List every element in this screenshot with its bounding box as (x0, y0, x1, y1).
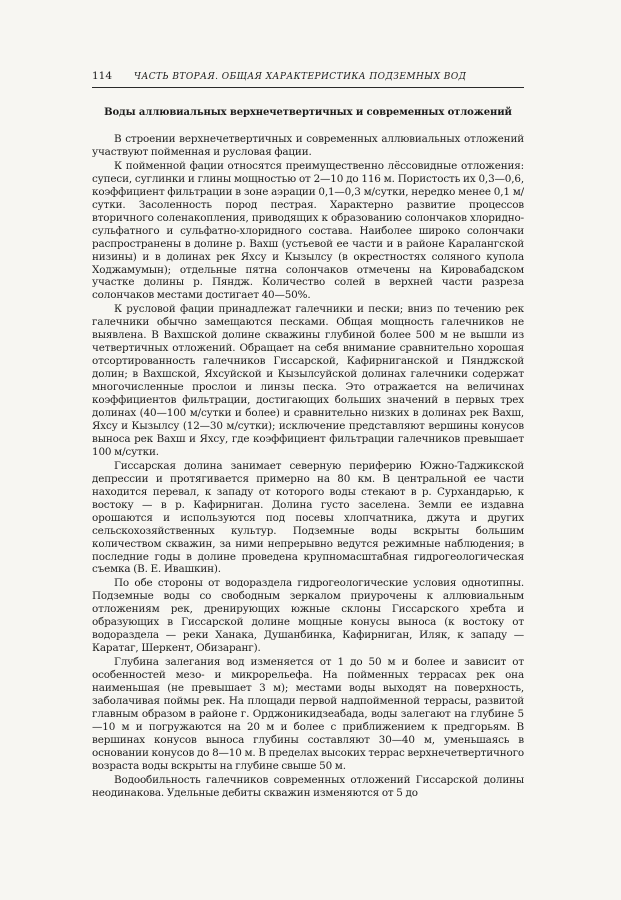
section-title: Воды аллювиальных верхнечетвертичных и современных отложений (104, 107, 512, 118)
header-rule (92, 87, 524, 88)
running-header (92, 70, 524, 83)
paragraph: Глубина залегания вод изменяется от 1 до 50 м и более и зависит от особенностей мезо- и микрорельефа. На пойменных террасах рек она наименьшая (не превышает 3 м); местами воды выходят на поверхность, заболачивая поймы рек. На площади первой надпойменной террасы, развитой главным образом в районе г. Орджоникидзеабада, воды залегают на глубине 5—10 м и погружаются на 20 м и более с приближением к предгорьям. В вершинах конусов выноса глубины составляют 30—40 м, уменьшаясь в основании конусов до 8—10 м. В пределах высоких террас верхнечетвертичного возраста воды вскрыты на глубине свыше 50 м. (92, 656, 524, 772)
paragraph: По обе стороны от водораздела гидрогеологические условия однотипны. Подземные воды со свободным зеркалом приурочены к аллювиальным отложениям рек, дренирующих южные склоны Гиссарского хребта и образующих в Гиссарской долине мощные конусы выноса (к востоку от водораздела — реки Ханака, Душанбинка, Кафирниган, Иляк, к западу — Каратаг, Шеркент, Обизаранг). (92, 577, 524, 655)
paragraph: Гиссарская долина занимает северную периферию Южно-Таджикской депрессии и протягивается примерно на 80 км. В центральной ее части находится перевал, к западу от которого воды стекают в р. Сурхандарью, к востоку — в р. Кафирниган. Долина густо заселена. Земли ее издавна орошаются и используются под посевы хлопчатника, джута и других сельскохозяйственных культур. Подземные воды вскрыты большим количеством скважин, за ними непрерывно ведутся режимные наблюдения; в последние годы в долине проведена крупномасштабная гидрогеологическая съемка (В. Е. Ивашкин). (92, 459, 524, 576)
running-title: ЧАСТЬ ВТОРАЯ. ОБЩАЯ ХАРАКТЕРИСТИКА ПОДЗЕМНЫХ ВОД (134, 72, 467, 82)
body-text (92, 133, 524, 800)
page-number: 114 (92, 70, 113, 82)
paragraph: Водообильность галечников современных отложений Гиссарской долины неодинакова. Удельные дебиты скважин изменяются от 5 до (92, 773, 524, 799)
paragraph: К русловой фации принадлежат галечники и пески; вниз по течению рек галечники обычно замещаются песками. Общая мощность галечников не выявлена. В Вахшской долине скважины глубиной более 500 м не вышли из четвертичных отложений. Обращает на себя внимание сравнительно хорошая отсортированность галечников Гиссарской, Кафирниганской и Пянджской долин; в Вахшской, Яхсуйской и Кызылсуйской долинах галечники содержат многочисленные прослои и линзы песка. Это отражается на величинах коэффициентов фильтрации, достигающих больших значений в первых трех долинах (40—100 м/сутки и более) и сравнительно низких в долинах рек Вахш, Яхсу и Кызылсу (12—30 м/сутки); исключение представляют вершины конусов выноса рек Вахш и Яхсу, где коэффициент фильтрации галечников превышает 100 м/сутки. (92, 303, 524, 458)
paragraph: К пойменной фации относятся преимущественно лёссовидные отложения: супеси, суглинки и глины мощностью от 2—10 до 116 м. Пористость их 0,3—0,6, коэффициент фильтрации в зоне аэрации 0,1—0,3 м/сутки, нередко менее 0,1 м/сутки. Засоленность пород пестрая. Характерно развитие процессов вторичного соленакопления, приводящих к образованию солончаков хлоридно-сульфатного и сульфатно-хлоридного состава. Наиболее широко солончаки распространены в долине р. Вахш (устьевой ее части и в районе Каралангской низины) и в долинах рек Яхсу и Кызылсу (в окрестностях соляного купола Ходжамумын); отдельные пятна солончаков отмечены на Кировабадском участке долины р. Пяндж. Количество солей в верхней части разреза солончаков местами достигает 40—50%. (92, 159, 524, 302)
paragraph: В строении верхнечетвертичных и современных аллювиальных отложений участвуют пойменная и русловая фации. (92, 133, 524, 158)
